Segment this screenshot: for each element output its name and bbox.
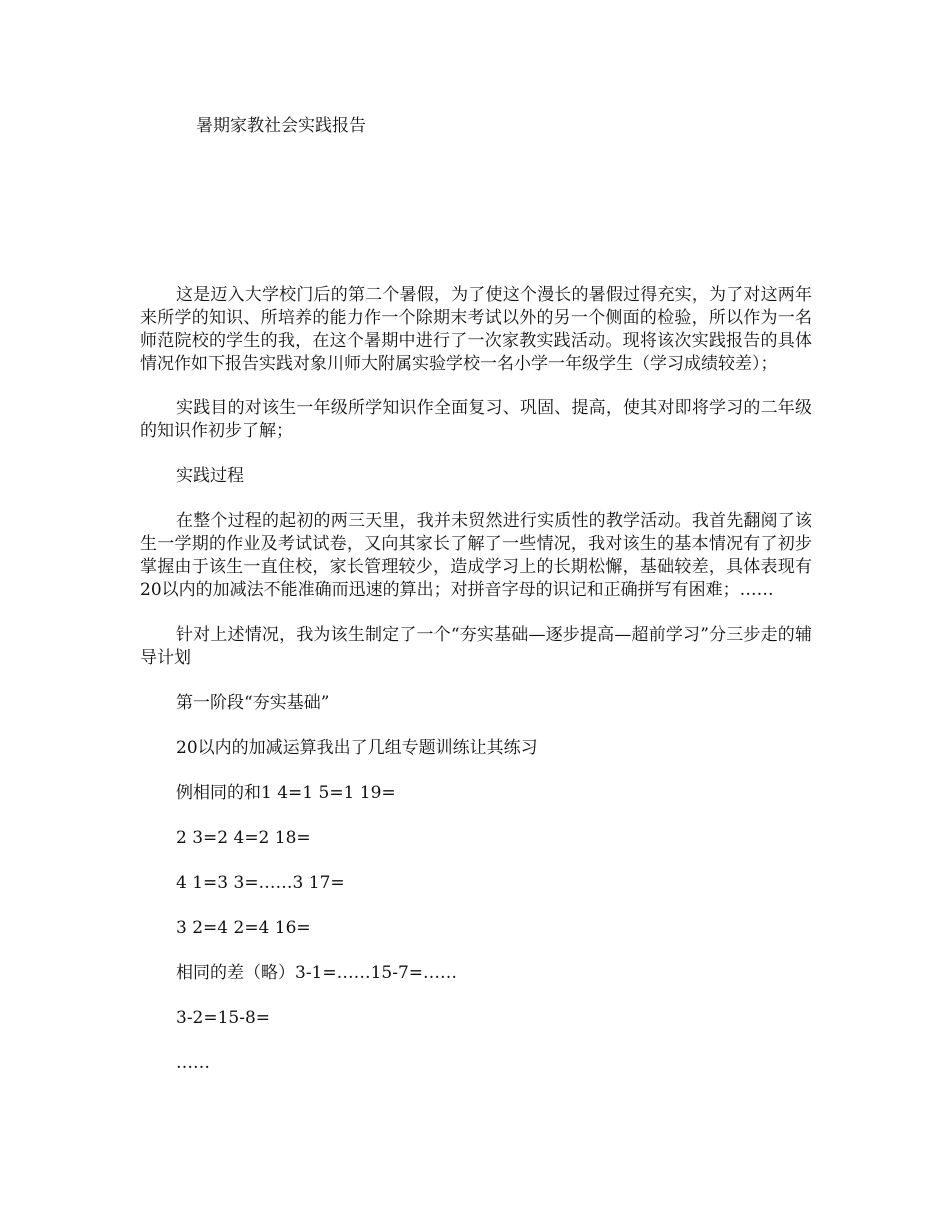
paragraph-stage-one: 第一阶段“夯实基础”	[176, 693, 330, 713]
paragraph-ellipsis: ……	[176, 1053, 210, 1073]
paragraph-example-2: 2 3=2 4=2 18=	[176, 828, 311, 848]
paragraph-exercise-intro: 20以内的加减运算我出了几组专题训练让其练习	[176, 738, 538, 758]
paragraph-process: 在整个过程的起初的两三天里，我并未贸然进行实质性的教学活动。我首先翻阅了该生一学期的作业及考试试卷，又向其家长了解了一些情况，我对该生的基本情况有了初步掌握由于该生一直住校，家长管理较少，造成学习上的长期松懈，基础较差，具体表现有20以内的加减法不能准确而迅速的算出；对拼音字母的识记和正确拼写有困难；……	[140, 511, 812, 600]
paragraph-example-3: 4 1=3 3=……3 17=	[176, 873, 345, 893]
paragraph-example-1: 例相同的和1 4=1 5=1 19=	[176, 783, 396, 803]
paragraph-example-4: 3 2=4 2=4 16=	[176, 918, 311, 938]
paragraph-purpose: 实践目的对该生一年级所学知识作全面复习、巩固、提高，使其对即将学习的二年级的知识作初步了解；	[140, 398, 812, 441]
document-title: 暑期家教社会实践报告	[196, 116, 366, 136]
paragraph-plan: 针对上述情况，我为该生制定了一个“夯实基础—逐步提高—超前学习”分三步走的辅导计划	[140, 625, 812, 668]
paragraph-difference-2: 3-2=15-8=	[176, 1008, 271, 1028]
document-body	[140, 284, 812, 1097]
paragraph-difference: 相同的差（略）3-1=……15-7=……	[176, 963, 458, 983]
paragraph-intro: 这是迈入大学校门后的第二个暑假，为了使这个漫长的暑假过得充实，为了对这两年来所学的知识、所培养的能力作一个除期末考试以外的另一个侧面的检验，所以作为一名师范院校的学生的我，在这个暑期中进行了一次家教实践活动。现将该次实践报告的具体情况作如下报告实践对象川师大附属实验学校一名小学一年级学生（学习成绩较差）；	[140, 285, 812, 374]
paragraph-process-heading: 实践过程	[176, 466, 244, 486]
